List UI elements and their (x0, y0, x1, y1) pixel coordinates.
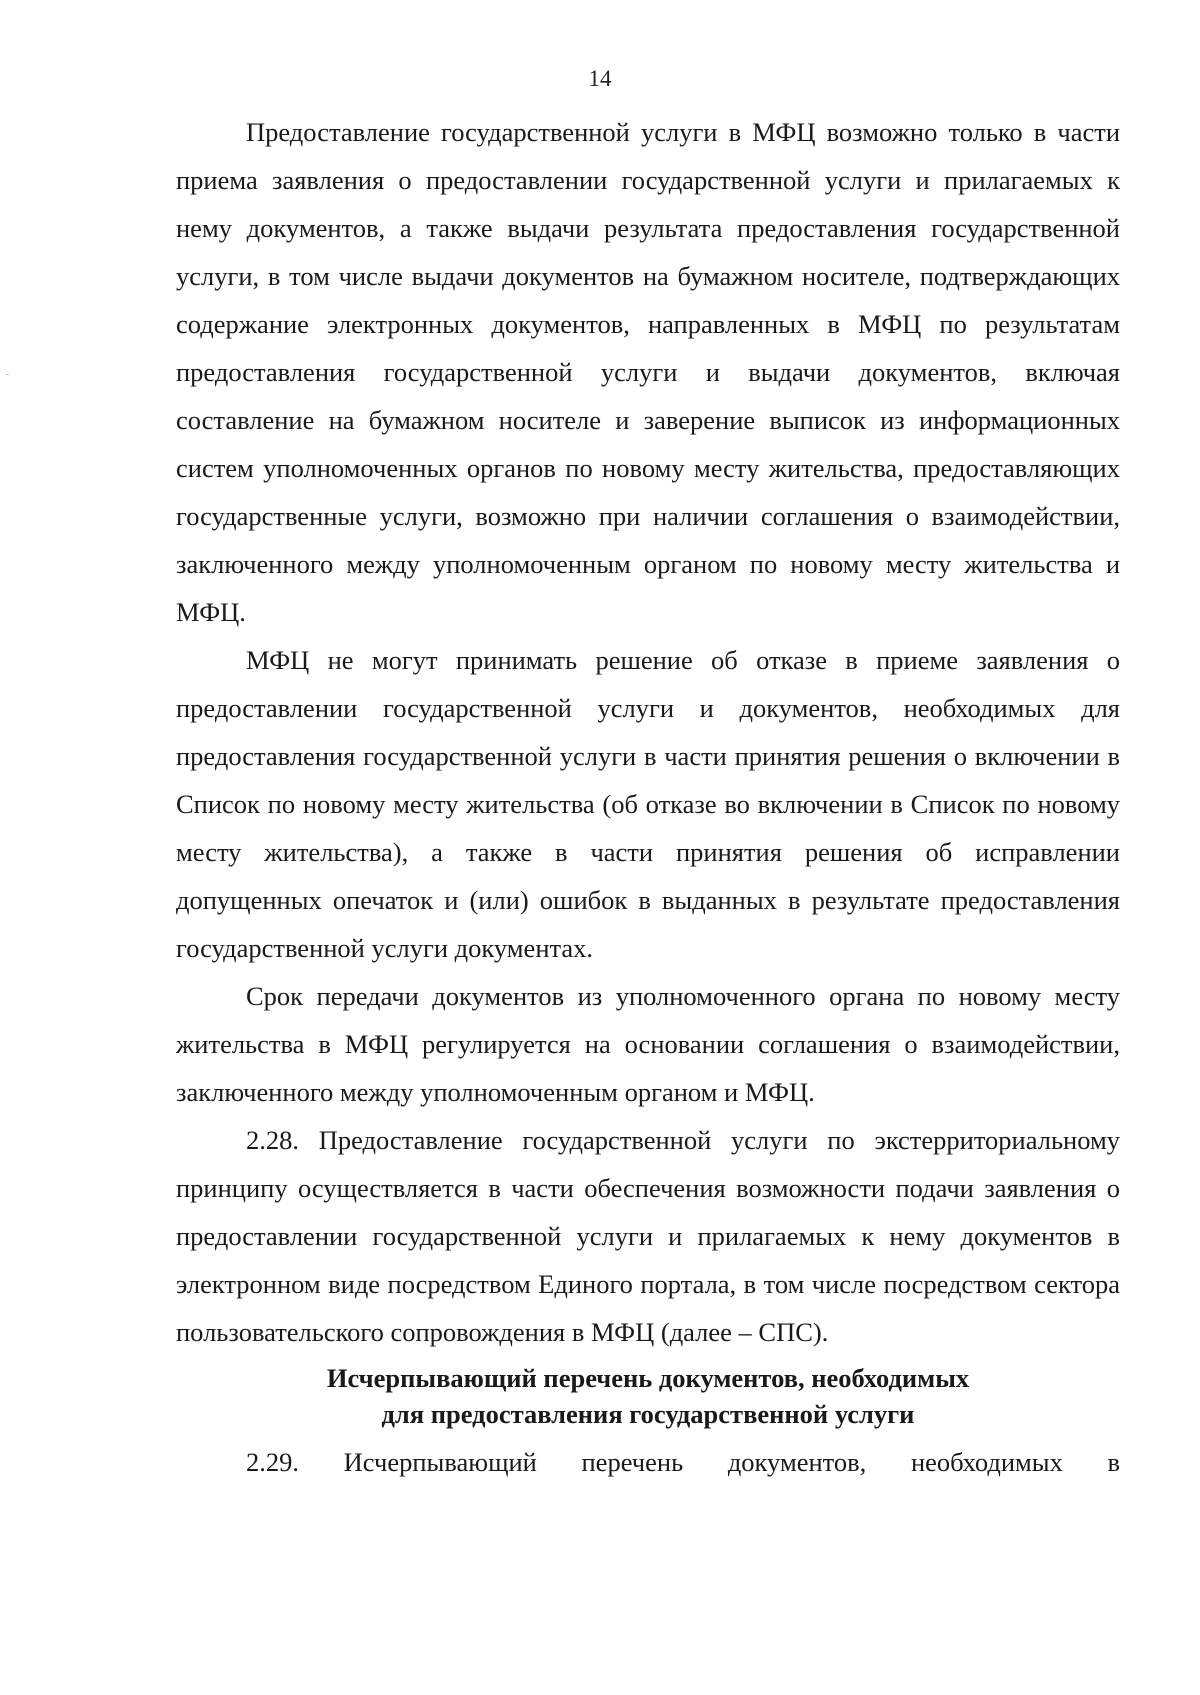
paragraph-transfer-term: Срок передачи документов из уполномоченного органа по новому месту жительства в МФЦ регулируется на основании соглашения о взаимодействии, заключенного между уполномоченным органом и МФЦ. (176, 981, 1120, 1107)
paragraph-2-28: 2.28. Предоставление государственной услуги по экстерриториальному принципу осуществляется в части обеспечения возможности подачи заявления о предоставлении государственной услуги и прилагаемых к нему документов в электронном виде посредством Единого портала, в том числе посредством сектора пользовательского сопровождения в МФЦ (далее – СПС). (176, 1125, 1120, 1347)
paragraph-mfc-refusal: МФЦ не могут принимать решение об отказе в приеме заявления о предоставлении государственной услуги и документов, необходимых для предоставления государственной услуги в части принятия решения о включении в Список по новому месту жительства (об отказе во включении в Список по новому месту жительства), а также в части принятия решения об исправлении допущенных опечаток и (или) ошибок в выданных в результате предоставления государственной услуги документах. (176, 645, 1120, 963)
paragraph-2-29: 2.29. Исчерпывающий перечень документов, необходимых в (246, 1447, 1120, 1477)
section-heading (176, 1360, 1120, 1432)
margin-mark (6, 374, 9, 375)
section-heading-line-2: для предоставления государственной услуги (381, 1399, 915, 1429)
section-heading-line-1: Исчерпывающий перечень документов, необходимых (326, 1363, 970, 1393)
page-number: 14 (588, 66, 612, 91)
paragraph-mfc-scope: Предоставление государственной услуги в МФЦ возможно только в части приема заявления о предоставлении государственной услуги и прилагаемых к нему документов, а также выдачи результата предоставления государственной услуги, в том числе выдачи документов на бумажном носителе, подтверждающих содержание электронных документов, направленных в МФЦ по результатам предоставления государственной услуги и выдачи документов, включая составление на бумажном носителе и заверение выписок из информационных систем уполномоченных органов по новому месту жительства, предоставляющих государственные услуги, возможно при наличии соглашения о взаимодействии, заключенного между уполномоченным органом по новому месту жительства и МФЦ. (176, 117, 1120, 627)
document-body (176, 108, 1120, 1486)
